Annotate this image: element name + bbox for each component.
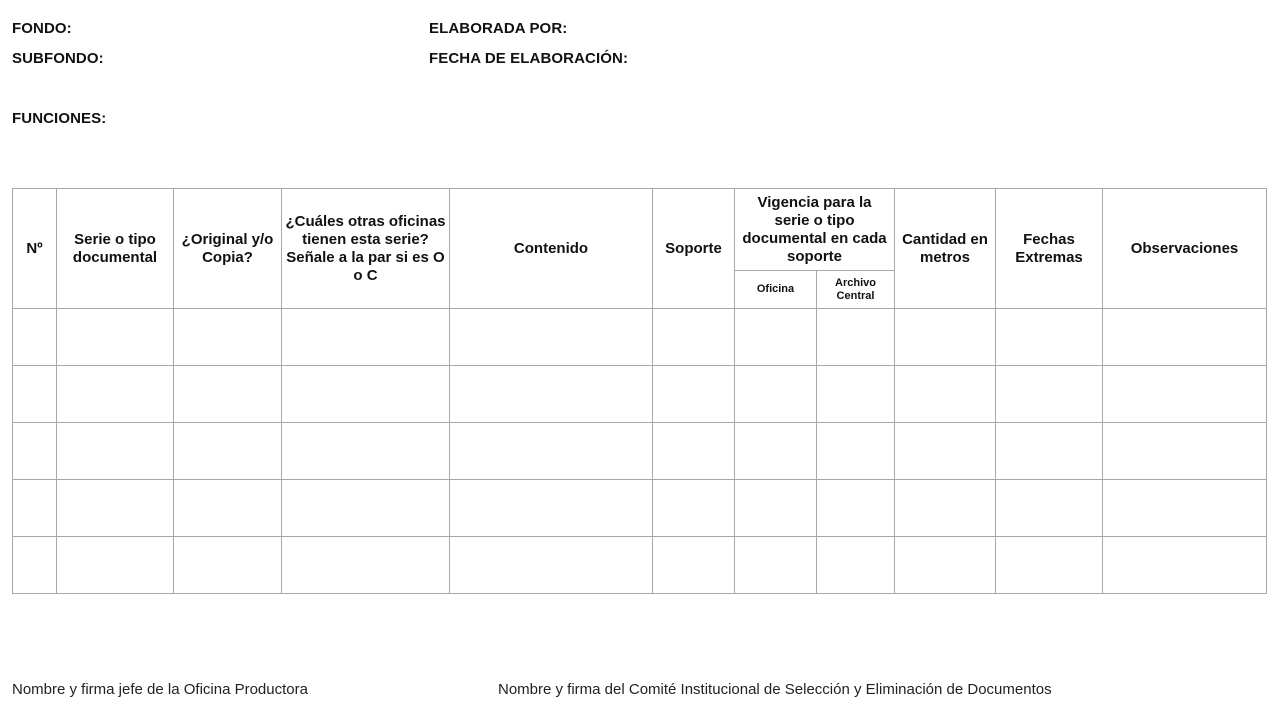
table-cell[interactable] [653, 537, 735, 594]
table-cell[interactable] [57, 480, 174, 537]
table-cell[interactable] [817, 366, 895, 423]
table-cell[interactable] [735, 366, 817, 423]
table-cell[interactable] [895, 480, 996, 537]
funciones-label: FUNCIONES: [12, 110, 107, 127]
header-vigencia: Vigencia para la serie o tipo documental en cada soporte [735, 189, 895, 271]
signature-comite-institucional: Nombre y firma del Comité Institucional de Selección y Eliminación de Documentos [498, 681, 1052, 698]
table-cell[interactable] [1103, 480, 1267, 537]
table-cell[interactable] [895, 366, 996, 423]
table-cell[interactable] [817, 480, 895, 537]
header-cantidad-metros: Cantidad en metros [895, 189, 996, 309]
table-cell[interactable] [1103, 423, 1267, 480]
table-cell[interactable] [1103, 309, 1267, 366]
header-otras-oficinas: ¿Cuáles otras oficinas tienen esta serie? Señale a la par si es O o C [282, 189, 450, 309]
header-vigencia-archivo-central: Archivo Central [817, 271, 895, 309]
table-cell[interactable] [996, 423, 1103, 480]
fondo-label: FONDO: [12, 20, 72, 37]
table-row [13, 366, 1267, 423]
table-cell[interactable] [174, 537, 282, 594]
table-cell[interactable] [450, 480, 653, 537]
table-cell[interactable] [450, 423, 653, 480]
table-cell[interactable] [282, 537, 450, 594]
table-cell[interactable] [817, 537, 895, 594]
table-cell[interactable] [282, 480, 450, 537]
header-serie-tipo-documental: Serie o tipo documental [57, 189, 174, 309]
elaborada-por-label: ELABORADA POR: [429, 20, 568, 37]
table-row [13, 537, 1267, 594]
table-cell[interactable] [735, 309, 817, 366]
header-original-copia: ¿Original y/o Copia? [174, 189, 282, 309]
table-cell[interactable] [57, 423, 174, 480]
table-cell[interactable] [817, 423, 895, 480]
header-observaciones: Observaciones [1103, 189, 1267, 309]
table-cell[interactable] [653, 423, 735, 480]
header-soporte: Soporte [653, 189, 735, 309]
table-cell[interactable] [735, 480, 817, 537]
header-numero: Nº [13, 189, 57, 309]
table-cell[interactable] [996, 309, 1103, 366]
table-cell[interactable] [895, 309, 996, 366]
table-cell[interactable] [450, 309, 653, 366]
subfondo-label: SUBFONDO: [12, 50, 104, 67]
signature-jefe-oficina-productora: Nombre y firma jefe de la Oficina Productora [12, 681, 308, 698]
table-row [13, 480, 1267, 537]
table-cell[interactable] [895, 423, 996, 480]
table-cell[interactable] [57, 366, 174, 423]
table-row [13, 309, 1267, 366]
table-cell[interactable] [735, 423, 817, 480]
table-cell[interactable] [174, 309, 282, 366]
table-cell[interactable] [174, 423, 282, 480]
table-cell[interactable] [450, 366, 653, 423]
table-cell[interactable] [13, 309, 57, 366]
table-cell[interactable] [174, 480, 282, 537]
table-cell[interactable] [13, 366, 57, 423]
table-cell[interactable] [996, 480, 1103, 537]
header-contenido: Contenido [450, 189, 653, 309]
table-cell[interactable] [13, 423, 57, 480]
table-row [13, 423, 1267, 480]
table-cell[interactable] [817, 309, 895, 366]
table-cell[interactable] [282, 366, 450, 423]
table-cell[interactable] [653, 480, 735, 537]
table-cell[interactable] [282, 423, 450, 480]
table-cell[interactable] [653, 309, 735, 366]
table-cell[interactable] [450, 537, 653, 594]
table-cell[interactable] [895, 537, 996, 594]
fecha-elaboracion-label: FECHA DE ELABORACIÓN: [429, 50, 629, 67]
table-cell[interactable] [57, 537, 174, 594]
table-cell[interactable] [1103, 537, 1267, 594]
table-cell[interactable] [996, 366, 1103, 423]
documentary-series-table [12, 188, 1267, 594]
table-cell[interactable] [174, 366, 282, 423]
table-cell[interactable] [653, 366, 735, 423]
table-cell[interactable] [1103, 366, 1267, 423]
table-cell[interactable] [282, 309, 450, 366]
table-cell[interactable] [996, 537, 1103, 594]
table-cell[interactable] [735, 537, 817, 594]
table-cell[interactable] [57, 309, 174, 366]
header-fechas-extremas: Fechas Extremas [996, 189, 1103, 309]
header-vigencia-oficina: Oficina [735, 271, 817, 309]
table-cell[interactable] [13, 480, 57, 537]
table-cell[interactable] [13, 537, 57, 594]
